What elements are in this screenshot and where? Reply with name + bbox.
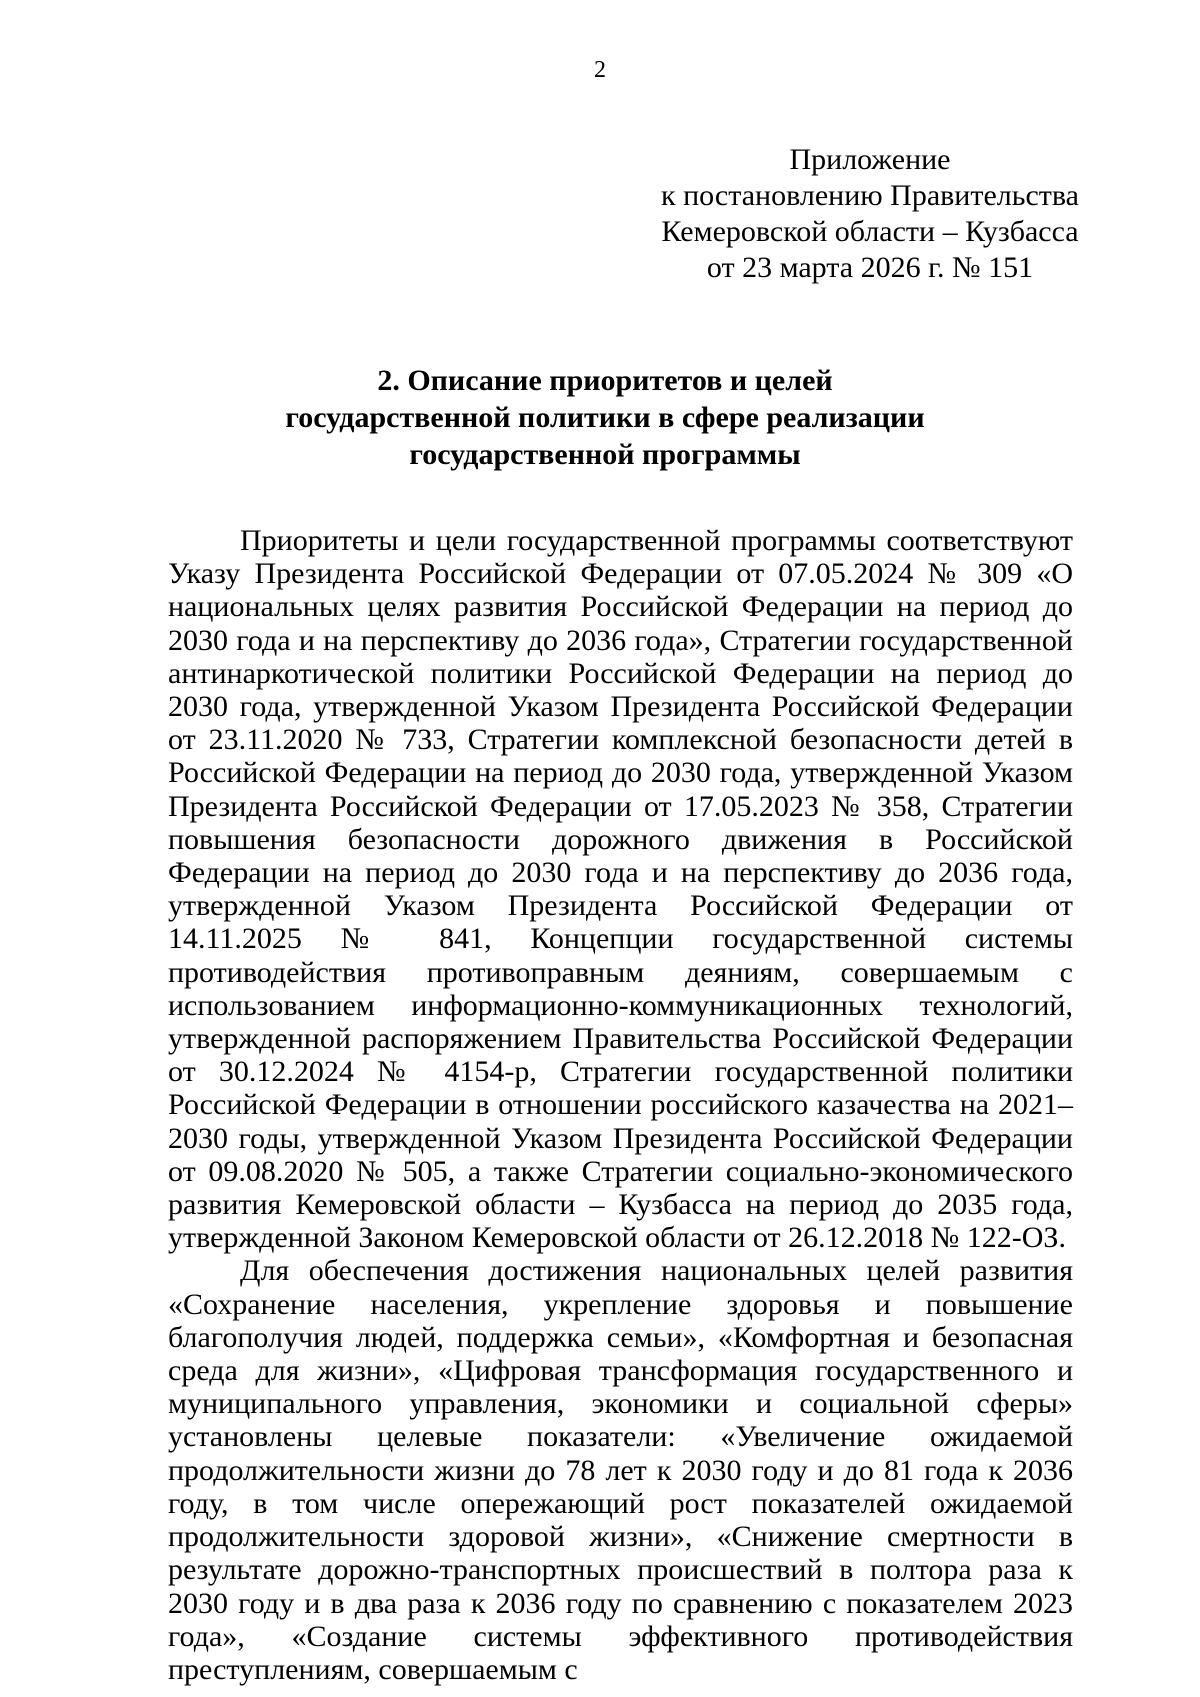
section-title bbox=[160, 362, 1050, 473]
appendix-line: Приложение bbox=[789, 143, 951, 176]
section-title-line: государственной политики в сфере реализации bbox=[285, 401, 925, 434]
paragraph: Приоритеты и цели государственной программы соответствуют Указу Президента Российской Федерации от 07.05.2024 № 309 «О национальных целях развития Российской Федерации на период до 2030 года и на перспективу до 2036 года», Стратегии государственной антинаркотической политики Российской Федерации на период до 2030 года, утвержденной Указом Президента Российской Федерации от 23.11.2020 № 733, Стратегии комплексной безопасности детей в Российской Федерации на период до 2030 года, утвержденной Указом Президента Российской Федерации от 17.05.2023 № 358, Стратегии повышения безопасности дорожного движения в Российской Федерации на период до 2030 года и на перспективу до 2036 года, утвержденной Указом Президента Российской Федерации от 14.11.2025 № 841, Концепции государственной системы противодействия противоправным деяниям, совершаемым с использованием информационно-коммуникационных технологий, утвержденной распоряжением Правительства Российской Федерации от 30.12.2024 № 4154-р, Стратегии государственной политики Российской Федерации в отношении российского казачества на 2021–2030 годы, утвержденной Указом Президента Российской Федерации от 09.08.2020 № 505, а также Стратегии социально-экономического развития Кемеровской области – Кузбасса на период до 2035 года, утвержденной Законом Кемеровской области от 26.12.2018 № 122-ОЗ. bbox=[168, 524, 1073, 1255]
appendix-line: к постановлению Правительства bbox=[661, 179, 1079, 212]
paragraph: Для обеспечения достижения национальных целей развития «Сохранение населения, укрепление здоровья и повышение благополучия людей, поддержка семьи», «Комфортная и безопасная среда для жизни», «Цифровая трансформация государственного и муниципального управления, экономики и социальной сферы» установлены целевые показатели: «Увеличение ожидаемой продолжительности жизни до 78 лет к 2030 году и до 81 года к 2036 году, в том числе опережающий рост показателей ожидаемой продолжительности здоровой жизни», «Снижение смертности в результате дорожно-транспортных происшествий в полтора раза к 2030 году и в два раза к 2036 году по сравнению с показателем 2023 года», «Создание системы эффективного противодействия преступлениям, совершаемым с bbox=[168, 1254, 1073, 1686]
section-title-line: государственной программы bbox=[409, 438, 801, 471]
page-number: 2 bbox=[594, 57, 606, 83]
appendix-header bbox=[660, 142, 1080, 286]
document-body bbox=[168, 524, 1073, 1686]
appendix-line: Кемеровской области – Кузбасса bbox=[661, 215, 1079, 248]
appendix-line: от 23 марта 2026 г. № 151 bbox=[706, 251, 1034, 284]
section-title-line: 2. Описание приоритетов и целей bbox=[377, 364, 833, 397]
